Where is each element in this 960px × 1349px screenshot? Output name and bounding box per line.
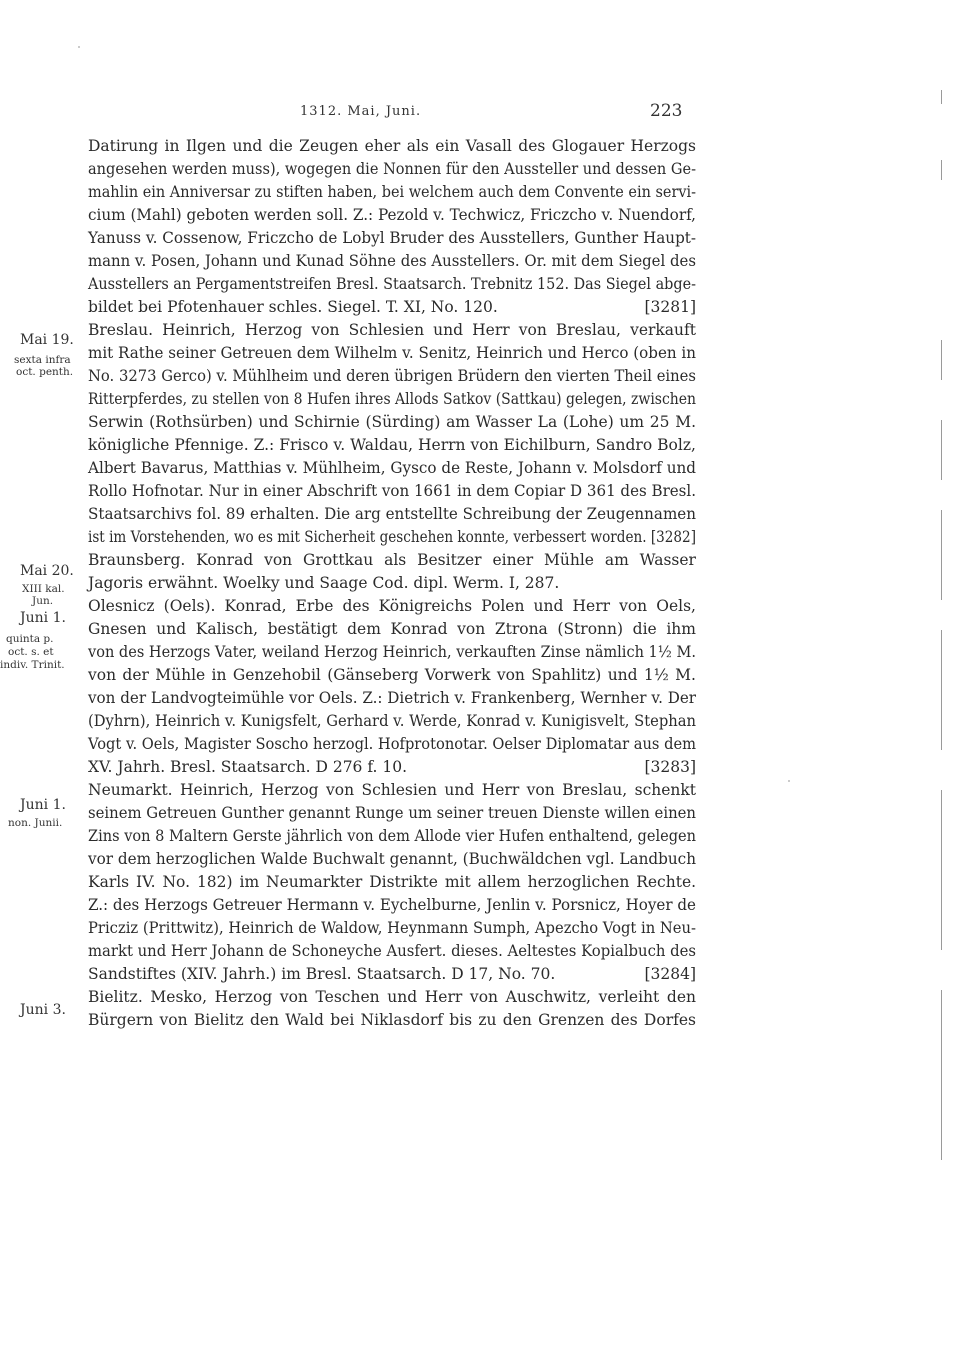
line-text: Bürgern von Bielitz den Wald bei Niklasdorf bis zu den Grenzen des Dorfes — [88, 1011, 696, 1029]
text-line — [88, 641, 696, 664]
line-text: No. 3273 Gerco) v. Mühlheim und deren übrigen Brüdern den vierten Theil eines — [88, 367, 696, 385]
text-line — [88, 618, 696, 641]
line-text: Neumarkt. Heinrich, Herzog von Schlesien und Herr von Breslau, schenkt — [88, 781, 697, 799]
text-line — [88, 549, 696, 572]
line-text: Zins von 8 Maltern Gerste jährlich von dem Allode vier Hufen enthaltend, gelegen — [88, 827, 696, 845]
margin-date: Juni 1. — [20, 610, 66, 626]
line-text: Yanuss v. Cossenow, Friczcho de Lobyl Bruder des Ausstellers, Gunther Haupt- — [88, 229, 697, 247]
line-text: Olesnicz (Oels). Konrad, Erbe des Königreichs Polen und Herr von Oels, — [88, 597, 696, 615]
text-line — [88, 480, 696, 503]
line-text: angesehen werden muss), wogegen die Nonnen für den Aussteller und dessen Ge- — [88, 160, 697, 178]
line-text: seinem Getreuen Gunther genannt Runge um seiner treuen Dienste willen einen — [88, 804, 696, 822]
margin-calendar: quinta p. — [6, 633, 54, 645]
text-line — [88, 825, 696, 848]
line-text: von der Mühle in Genzehobil (Gänseberg Vorwerk von Spahlitz) und 1½ M. — [88, 666, 696, 684]
text-line — [88, 572, 696, 595]
line-text: Serwin (Rothsürben) und Schirnie (Sürding) am Wasser La (Lohe) um 25 M. — [88, 413, 696, 431]
line-text: Karls IV. No. 182) im Neumarkter Distrikte mit allem herzoglichen Rechte. — [88, 873, 697, 891]
body-text — [88, 135, 696, 1032]
line-text: Braunsberg. Konrad von Grottkau als Besitzer einer Mühle am Wasser — [88, 551, 696, 569]
running-head-title: 1312. Mai, Juni. — [300, 104, 422, 119]
page-number: 223 — [650, 101, 683, 121]
text-line — [88, 1009, 696, 1032]
text-line — [88, 664, 696, 687]
line-text: Breslau. Heinrich, Herzog von Schlesien und Herr von Breslau, verkauft — [88, 321, 696, 339]
text-line — [88, 756, 696, 779]
text-line — [88, 135, 696, 158]
text-line — [88, 434, 696, 457]
text-line — [88, 365, 696, 388]
margin-calendar: indiv. Trinit. — [0, 659, 65, 671]
margin-date: Juni 3. — [20, 1002, 66, 1018]
text-line — [88, 940, 696, 963]
text-line — [88, 503, 696, 526]
text-line — [88, 595, 696, 618]
text-line — [88, 181, 696, 204]
text-line — [88, 894, 696, 917]
text-line — [88, 986, 696, 1009]
text-line — [88, 158, 696, 181]
line-text: königliche Pfennige. Z.: Frisco v. Waldau, Herrn von Eichilburn, Sandro Bolz, — [88, 436, 696, 454]
line-text: XV. Jahrh. Bresl. Staatsarch. D 276 f. 10. — [88, 758, 408, 776]
margin-calendar: XIII kal. — [22, 583, 65, 595]
line-text: Sandstiftes (XIV. Jahrh.) im Bresl. Staatsarch. D 17, No. 70. — [88, 965, 556, 983]
margin-date: Mai 20. — [20, 563, 74, 579]
text-line — [88, 342, 696, 365]
text-line — [88, 779, 696, 802]
text-line — [88, 319, 696, 342]
line-text: Ritterpferdes, zu stellen von 8 Hufen ihres Allods Satkov (Sattkau) gelegen, zwischen — [88, 390, 697, 408]
line-text: ist im Vorstehenden, wo es mit Sicherheit geschehen konnte, verbessert worden. [3282] — [88, 528, 696, 546]
margin-calendar: Jun. — [32, 595, 54, 607]
line-text: mann v. Posen, Johann und Kunad Söhne des Ausstellers. Or. mit dem Siegel des — [88, 252, 696, 270]
margin-calendar: sexta infra — [14, 354, 71, 366]
margin-date: Mai 19. — [20, 332, 74, 348]
scan-speck — [78, 46, 80, 48]
margin-calendar: non. Junii. — [8, 817, 63, 829]
line-text: mahlin ein Anniversar zu stiften haben, bei welchem auch dem Convente ein servi- — [88, 183, 697, 201]
line-text: Vogt v. Oels, Magister Soscho herzogl. Hofprotonotar. Oelser Diplomatar aus dem — [88, 735, 697, 753]
line-text: Bielitz. Mesko, Herzog von Teschen und Herr von Auschwitz, verleiht den — [88, 988, 696, 1006]
text-line — [88, 227, 696, 250]
margin-date: Juni 1. — [20, 797, 66, 813]
margin-calendar: oct. s. et — [8, 646, 54, 658]
line-text: Ausstellers an Pergamentstreifen Bresl. Staatsarch. Trebnitz 152. Das Siegel abge- — [88, 275, 696, 293]
text-line — [88, 296, 696, 319]
text-line — [88, 388, 696, 411]
line-text: von des Herzogs Vater, weiland Herzog Heinrich, verkauften Zinse nämlich 1½ M. — [88, 643, 697, 661]
text-line — [88, 273, 696, 296]
line-text: Jagoris erwähnt. Woelky und Saage Cod. dipl. Werm. I, 287. — [88, 574, 560, 592]
line-text: mit Rathe seiner Getreuen dem Wilhelm v. Senitz, Heinrich und Herco (oben in — [88, 344, 696, 362]
text-line — [88, 204, 696, 227]
line-text: Z.: des Herzogs Getreuer Hermann v. Eychelburne, Jenlin v. Porsnicz, Hoyer de — [88, 896, 696, 914]
line-text: Staatsarchivs fol. 89 erhalten. Die arg entstellte Schreibung der Zeugennamen — [88, 505, 696, 523]
text-line — [88, 457, 696, 480]
text-line — [88, 917, 696, 940]
record-number: [3283] — [644, 758, 696, 776]
text-line — [88, 687, 696, 710]
text-line — [88, 871, 696, 894]
running-head — [0, 101, 960, 124]
record-number: [3284] — [644, 965, 696, 983]
scan-speck — [788, 780, 790, 782]
line-text: cium (Mahl) geboten werden soll. Z.: Pezold v. Techwicz, Friczcho v. Nuendorf, — [88, 206, 697, 224]
text-line — [88, 848, 696, 871]
text-line — [88, 250, 696, 273]
line-text: bildet bei Pfotenhauer schles. Siegel. T. XI, No. 120. — [88, 298, 498, 316]
line-text: Gnesen und Kalisch, bestätigt dem Konrad von Ztrona (Stronn) die ihm — [88, 620, 696, 638]
line-text: Albert Bavarus, Matthias v. Mühlheim, Gysco de Reste, Johann v. Molsdorf und — [88, 459, 697, 477]
line-text: (Dyhrn), Heinrich v. Kunigsfelt, Gerhard v. Werde, Konrad v. Kunigisvelt, Stephan — [88, 712, 697, 730]
text-line — [88, 802, 696, 825]
line-text: Pricziz (Prittwitz), Heinrich de Waldow, Heynmann Sumph, Apezcho Vogt in Neu- — [88, 919, 697, 937]
text-line — [88, 710, 696, 733]
line-text: Datirung in Ilgen und die Zeugen eher als ein Vasall des Glogauer Herzogs — [88, 137, 697, 155]
line-text: Rollo Hofnotar. Nur in einer Abschrift von 1661 in dem Copiar D 361 des Bresl. — [88, 482, 697, 500]
text-line — [88, 963, 696, 986]
text-line — [88, 526, 696, 549]
line-text: markt und Herr Johann de Schoneyche Ausfert. dieses. Aeltestes Kopialbuch des — [88, 942, 697, 960]
text-line — [88, 411, 696, 434]
record-number: [3281] — [644, 298, 696, 316]
scan-edge-marks — [935, 90, 949, 1170]
line-text: von der Landvogteimühle vor Oels. Z.: Dietrich v. Frankenberg, Wernher v. Der — [88, 689, 697, 707]
text-line — [88, 733, 696, 756]
line-text: vor dem herzoglichen Walde Buchwalt genannt, (Buchwäldchen vgl. Landbuch — [88, 850, 697, 868]
margin-calendar: oct. penth. — [16, 366, 74, 378]
